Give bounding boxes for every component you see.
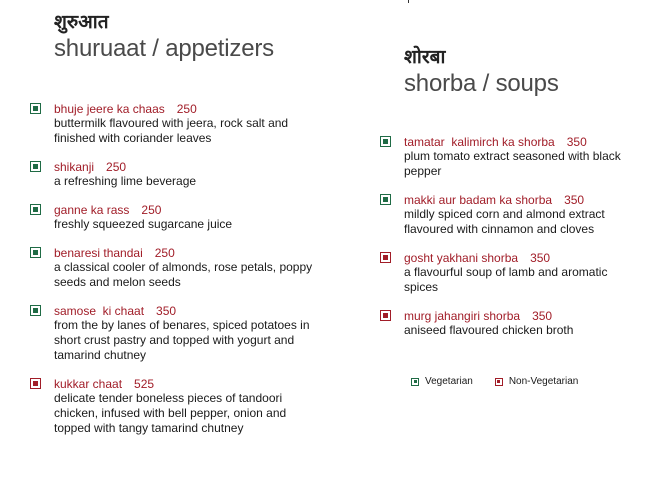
item-price: 250: [154, 246, 175, 260]
item-name: ganne ka rass: [54, 203, 130, 217]
item-price: 350: [530, 251, 551, 265]
item-name: kukkar chaat: [54, 377, 123, 391]
item-title-line: [404, 309, 640, 323]
item-price: 250: [176, 102, 197, 116]
menu-item: [30, 160, 320, 189]
menu-item: [380, 193, 640, 237]
item-title-line: [404, 251, 640, 265]
item-description: a refreshing lime beverage: [54, 174, 197, 188]
nonveg-marker-icon: [495, 378, 503, 386]
item-name: bhuje jeere ka chaas: [54, 102, 165, 116]
item-price: 350: [532, 309, 553, 323]
item-price: 350: [566, 135, 587, 149]
menu-item: [30, 377, 320, 436]
nonveg-marker-icon: [380, 310, 391, 321]
veg-marker-icon: [411, 378, 419, 386]
menu-item: [380, 135, 640, 179]
item-price: 350: [564, 193, 585, 207]
item-name: murg jahangiri shorba: [404, 309, 521, 323]
menu-item: [30, 246, 320, 290]
veg-marker-icon: [30, 305, 41, 316]
item-title-line: [54, 160, 320, 174]
menu-item: [30, 304, 320, 363]
item-title-line: [54, 304, 320, 318]
item-name: gosht yakhani shorba: [404, 251, 519, 265]
page-top-mark: [408, 0, 409, 3]
appetizers-list: [30, 102, 320, 436]
veg-marker-icon: [30, 103, 41, 114]
legend-veg: [411, 376, 473, 387]
item-name: benaresi thandai: [54, 246, 143, 260]
item-description: delicate tender boneless pieces of tandoori chicken, infused with bell pepper, onion and topped with tangy tamarind chutney: [54, 391, 287, 435]
nonveg-marker-icon: [30, 378, 41, 389]
veg-marker-icon: [30, 204, 41, 215]
item-title-line: [54, 203, 320, 217]
item-description: from the by lanes of benares, spiced potatoes in short crust pastry and topped with yogurt and tamarind chutney: [54, 318, 310, 362]
item-description: aniseed flavoured chicken broth: [404, 323, 574, 337]
item-price: 525: [134, 377, 155, 391]
item-title-line: [404, 135, 640, 149]
item-price: 250: [141, 203, 162, 217]
menu-item: [380, 251, 640, 295]
menu-item: [30, 102, 320, 146]
veg-marker-icon: [380, 194, 391, 205]
nonveg-marker-icon: [380, 252, 391, 263]
soups-heading: shorba / soups: [404, 70, 559, 97]
item-description: a classical cooler of almonds, rose petals, poppy seeds and melon seeds: [54, 260, 313, 289]
appetizers-heading: shuruaat / appetizers: [54, 35, 274, 62]
item-description: plum tomato extract seasoned with black pepper: [404, 149, 621, 178]
item-description: mildly spiced corn and almond extract flavoured with cinnamon and cloves: [404, 207, 605, 236]
veg-marker-icon: [380, 136, 391, 147]
soups-list: [380, 135, 640, 338]
menu-item: [380, 309, 640, 338]
appetizers-section: [30, 10, 320, 436]
item-title-line: [54, 102, 320, 116]
legend-nonveg: [495, 376, 579, 387]
item-title-line: [54, 377, 320, 391]
item-name: makki aur badam ka shorba: [404, 193, 553, 207]
veg-marker-icon: [30, 247, 41, 258]
item-name: tamatar kalimirch ka shorba: [404, 135, 555, 149]
soups-section: [380, 45, 640, 338]
item-price: 350: [156, 304, 177, 318]
item-name: samose ki chaat: [54, 304, 145, 318]
menu-item: [30, 203, 320, 232]
item-description: a flavourful soup of lamb and aromatic spices: [404, 265, 608, 294]
item-description: freshly squeezed sugarcane juice: [54, 217, 233, 231]
item-description: buttermilk flavoured with jeera, rock salt and finished with coriander leaves: [54, 116, 289, 145]
item-name: shikanji: [54, 160, 95, 174]
soups-hindi-heading: शोरबा: [404, 46, 446, 68]
appetizers-hindi-heading: शुरुआत: [54, 11, 109, 33]
legend-nonveg-label: Non-Vegetarian: [508, 376, 579, 387]
legend-veg-label: Vegetarian: [425, 376, 473, 387]
diet-legend: [411, 376, 578, 387]
item-title-line: [404, 193, 640, 207]
veg-marker-icon: [30, 161, 41, 172]
item-title-line: [54, 246, 320, 260]
item-price: 250: [106, 160, 127, 174]
